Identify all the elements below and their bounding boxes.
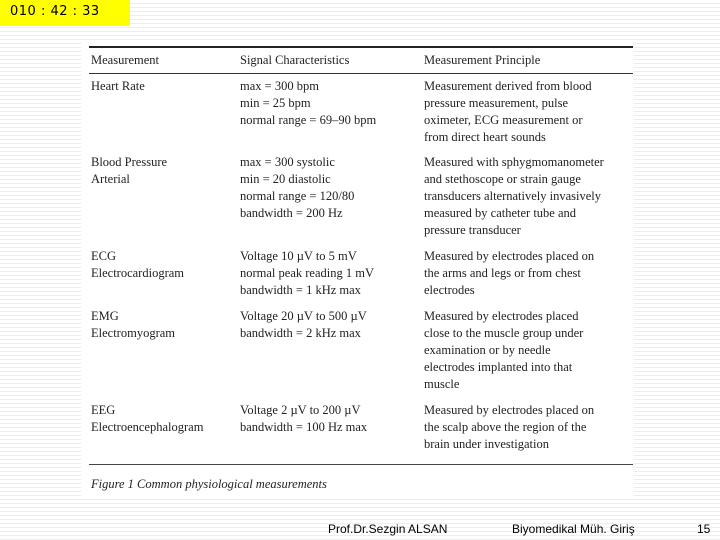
cell-text-line: muscle: [424, 377, 460, 391]
signal-characteristics-cell: [240, 248, 420, 299]
measurement-cell: [91, 402, 236, 436]
footer-page-number: 15: [697, 522, 711, 536]
measurement-principle-cell: [424, 154, 636, 239]
measurement-principle-cell: [424, 402, 636, 453]
table-header-row: [89, 48, 633, 74]
cell-text-line: the scalp above the region of the: [424, 420, 587, 434]
measurement-cell: [91, 78, 236, 95]
table-body: [89, 74, 633, 458]
cell-text-line: transducers alternatively invasively: [424, 189, 602, 203]
cell-text-line: normal range = 120/80: [240, 189, 355, 203]
signal-characteristics-cell: [240, 308, 420, 342]
cell-text-line: Measured by electrodes placed: [424, 309, 579, 323]
measurement-principle-cell: [424, 308, 636, 393]
cell-text-line: max = 300 systolic: [240, 155, 335, 169]
cell-text-line: and stethoscope or strain gauge: [424, 172, 581, 186]
cell-text-line: Measured by electrodes placed on: [424, 403, 595, 417]
cell-text-line: Measurement derived from blood: [424, 79, 592, 93]
cell-text-line: EMG: [91, 309, 119, 323]
cell-text-line: min = 20 diastolic: [240, 172, 331, 186]
cell-text-line: pressure transducer: [424, 223, 521, 237]
header-measurement-principle: Measurement Principle: [424, 53, 541, 67]
cell-text-line: max = 300 bpm: [240, 79, 319, 93]
table-bottom-rule: [89, 464, 633, 465]
cell-text-line: electrodes implanted into that: [424, 360, 573, 374]
signal-characteristics-cell: [240, 154, 420, 222]
cell-text-line: Heart Rate: [91, 79, 145, 93]
cell-text-line: bandwidth = 2 kHz max: [240, 326, 361, 340]
cell-text-line: bandwidth = 100 Hz max: [240, 420, 368, 434]
cell-text-line: oximeter, ECG measurement or: [424, 113, 583, 127]
measurement-cell: [91, 308, 236, 342]
cell-text-line: normal peak reading 1 mV: [240, 266, 374, 280]
table-row: [89, 398, 633, 458]
cell-text-line: min = 25 bpm: [240, 96, 311, 110]
cell-text-line: Electroencephalogram: [91, 420, 204, 434]
footer-course: Biyomedikal Müh. Giriş: [512, 522, 635, 536]
cell-text-line: Voltage 20 µV to 500 µV: [240, 309, 367, 323]
cell-text-line: ECG: [91, 249, 116, 263]
measurement-cell: [91, 154, 236, 188]
table-row: [89, 304, 633, 398]
cell-text-line: Blood Pressure: [91, 155, 168, 169]
measurement-table: [89, 48, 633, 458]
cell-text-line: brain under investigation: [424, 437, 549, 451]
cell-text-line: measured by catheter tube and: [424, 206, 577, 220]
cell-text-line: EEG: [91, 403, 116, 417]
header-signal-characteristics: Signal Characteristics: [240, 53, 350, 67]
cell-text-line: examination or by needle: [424, 343, 551, 357]
cell-text-line: Voltage 10 µV to 5 mV: [240, 249, 357, 263]
measurement-principle-cell: [424, 248, 636, 299]
header-measurement: Measurement: [91, 53, 160, 67]
figure-caption: Figure 1 Common physiological measurements: [91, 477, 327, 491]
cell-text-line: Electrocardiogram: [91, 266, 185, 280]
cell-text-line: the arms and legs or from chest: [424, 266, 581, 280]
table-row: [89, 150, 633, 244]
footer-author: Prof.Dr.Sezgin ALSAN: [328, 522, 448, 536]
measurement-principle-cell: [424, 78, 636, 146]
cell-text-line: close to the muscle group under: [424, 326, 584, 340]
scanned-table-figure: [81, 40, 633, 496]
cell-text-line: bandwidth = 200 Hz: [240, 206, 343, 220]
cell-text-line: Measured by electrodes placed on: [424, 249, 595, 263]
signal-characteristics-cell: [240, 78, 420, 129]
cell-text-line: normal range = 69–90 bpm: [240, 113, 377, 127]
timer-display: 010 : 42 : 33: [0, 0, 130, 26]
cell-text-line: Arterial: [91, 172, 130, 186]
cell-text-line: Voltage 2 µV to 200 µV: [240, 403, 361, 417]
signal-characteristics-cell: [240, 402, 420, 436]
table-row: [89, 74, 633, 150]
cell-text-line: electrodes: [424, 283, 475, 297]
cell-text-line: pressure measurement, pulse: [424, 96, 569, 110]
cell-text-line: bandwidth = 1 kHz max: [240, 283, 361, 297]
cell-text-line: from direct heart sounds: [424, 130, 546, 144]
cell-text-line: Measured with sphygmomanometer: [424, 155, 604, 169]
measurement-cell: [91, 248, 236, 282]
cell-text-line: Electromyogram: [91, 326, 175, 340]
table-row: [89, 244, 633, 304]
